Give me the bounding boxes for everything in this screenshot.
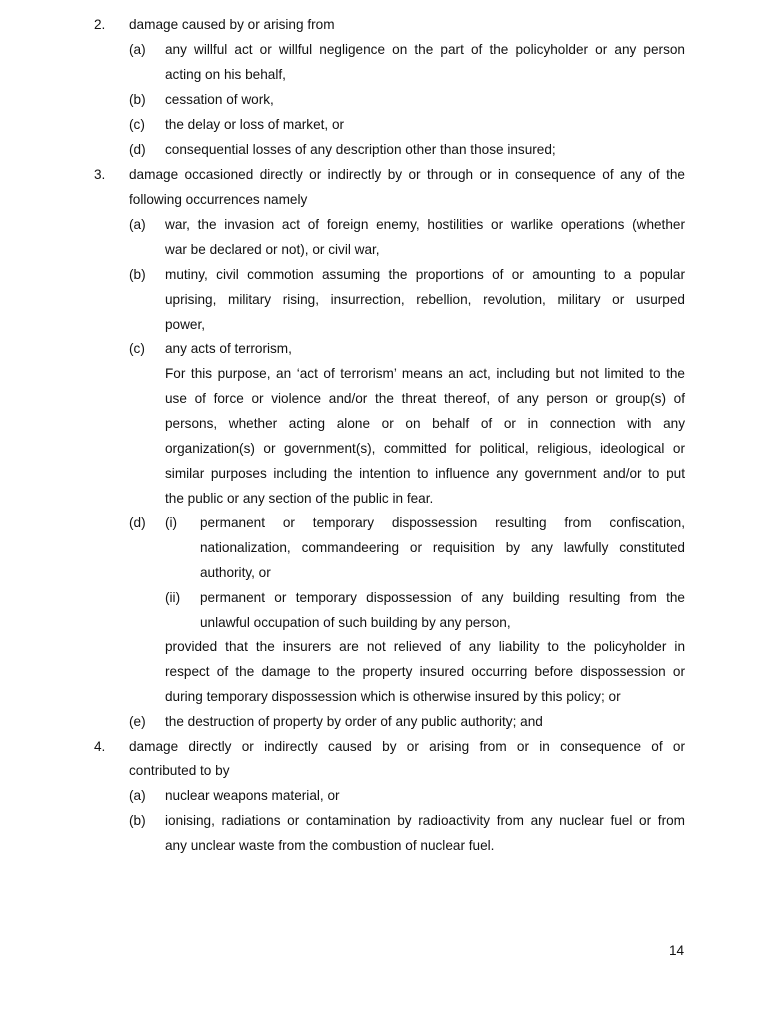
proviso-text: provided that the insurers are not relieved of any liability to the policyholder in	[165, 639, 685, 654]
text-line	[0, 237, 779, 262]
item-text: acting on his behalf,	[165, 67, 286, 82]
clause-3b	[0, 262, 779, 287]
clause-4b	[0, 808, 779, 833]
clause-3	[0, 162, 779, 187]
clause-4a	[0, 783, 779, 808]
clause-text: damage occasioned directly or indirectly by or through or in consequence of any of the	[129, 167, 685, 182]
text-line	[0, 610, 779, 635]
subitem-text: permanent or temporary dispossession of any building resulting from the	[200, 590, 685, 605]
proviso-text: respect of the damage to the property insured occurring before dispossession or	[165, 664, 685, 679]
clause-2b	[0, 87, 779, 112]
text-line	[0, 486, 779, 511]
clause-3d-i	[0, 510, 779, 535]
subitem-text: permanent or temporary dispossession resulting from confiscation,	[200, 515, 685, 530]
clause-3a	[0, 212, 779, 237]
subitem-label: (ii)	[165, 590, 181, 605]
clause-number: 2.	[94, 17, 106, 32]
clause-2a	[0, 37, 779, 62]
item-text: any acts of terrorism,	[165, 341, 292, 356]
text-line	[0, 833, 779, 858]
text-line	[0, 634, 779, 659]
text-line	[0, 758, 779, 783]
clause-4	[0, 734, 779, 759]
text-line	[0, 386, 779, 411]
item-label: (a)	[129, 788, 146, 803]
definition-text: For this purpose, an ‘act of terrorism’ means an act, including but not limited to the	[165, 366, 685, 381]
item-text: consequential losses of any description other than those insured;	[165, 142, 556, 157]
item-text: ionising, radiations or contamination by radioactivity from any nuclear fuel or from	[165, 813, 685, 828]
definition-text: the public or any section of the public in fear.	[165, 491, 434, 506]
clause-2	[0, 12, 779, 37]
clause-text: contributed to by	[129, 763, 230, 778]
subitem-text: authority, or	[200, 565, 271, 580]
text-line	[0, 361, 779, 386]
item-text: uprising, military rising, insurrection, rebellion, revolution, military or usurped	[165, 292, 685, 307]
text-line	[0, 312, 779, 337]
clause-number: 3.	[94, 167, 106, 182]
clause-text: damage directly or indirectly caused by or arising from or in consequence of or	[129, 739, 685, 754]
definition-text: use of force or violence and/or the threat thereof, of any person or group(s) of	[165, 391, 685, 406]
item-label: (c)	[129, 117, 145, 132]
proviso-text: during temporary dispossession which is otherwise insured by this policy; or	[165, 689, 621, 704]
text-line	[0, 535, 779, 560]
text-line	[0, 62, 779, 87]
item-label: (b)	[129, 813, 146, 828]
clause-3d-ii	[0, 585, 779, 610]
item-text: mutiny, civil commotion assuming the proportions of or amounting to a popular	[165, 267, 685, 282]
text-line	[0, 560, 779, 585]
clause-3e	[0, 709, 779, 734]
text-line	[0, 461, 779, 486]
item-text: nuclear weapons material, or	[165, 788, 340, 803]
item-label: (a)	[129, 217, 146, 232]
text-line	[0, 436, 779, 461]
item-label: (b)	[129, 267, 146, 282]
item-text: war, the invasion act of foreign enemy, hostilities or warlike operations (whether	[165, 217, 685, 232]
item-text: any unclear waste from the combustion of nuclear fuel.	[165, 838, 495, 853]
clause-number: 4.	[94, 739, 106, 754]
definition-text: persons, whether acting alone or on behalf of or in connection with any	[165, 416, 685, 431]
item-label: (b)	[129, 92, 146, 107]
clause-3c	[0, 336, 779, 361]
subitem-label: (i)	[165, 515, 178, 530]
page-number: 14	[669, 943, 685, 958]
clause-text: damage caused by or arising from	[129, 17, 335, 32]
subitem-text: unlawful occupation of such building by any person,	[200, 615, 511, 630]
item-text: power,	[165, 317, 206, 332]
item-text: the destruction of property by order of any public authority; and	[165, 714, 543, 729]
subitem-text: nationalization, commandeering or requisition by any lawfully constituted	[200, 540, 685, 555]
item-text: war be declared or not), or civil war,	[165, 242, 380, 257]
definition-text: organization(s) or government(s), committed for political, religious, ideological or	[165, 441, 685, 456]
item-label: (a)	[129, 42, 146, 57]
item-label: (d)	[129, 142, 146, 157]
clause-2c	[0, 112, 779, 137]
item-label: (d)	[129, 515, 146, 530]
item-label: (c)	[129, 341, 145, 356]
item-text: any willful act or willful negligence on the part of the policyholder or any person	[165, 42, 685, 57]
text-line	[0, 684, 779, 709]
text-line	[0, 659, 779, 684]
definition-text: similar purposes including the intention to influence any government and/or to put	[165, 466, 685, 481]
text-line	[0, 187, 779, 212]
clause-2d	[0, 137, 779, 162]
item-text: the delay or loss of market, or	[165, 117, 345, 132]
text-line	[0, 411, 779, 436]
text-line	[0, 287, 779, 312]
clause-text: following occurrences namely	[129, 192, 308, 207]
item-label: (e)	[129, 714, 146, 729]
item-text: cessation of work,	[165, 92, 274, 107]
